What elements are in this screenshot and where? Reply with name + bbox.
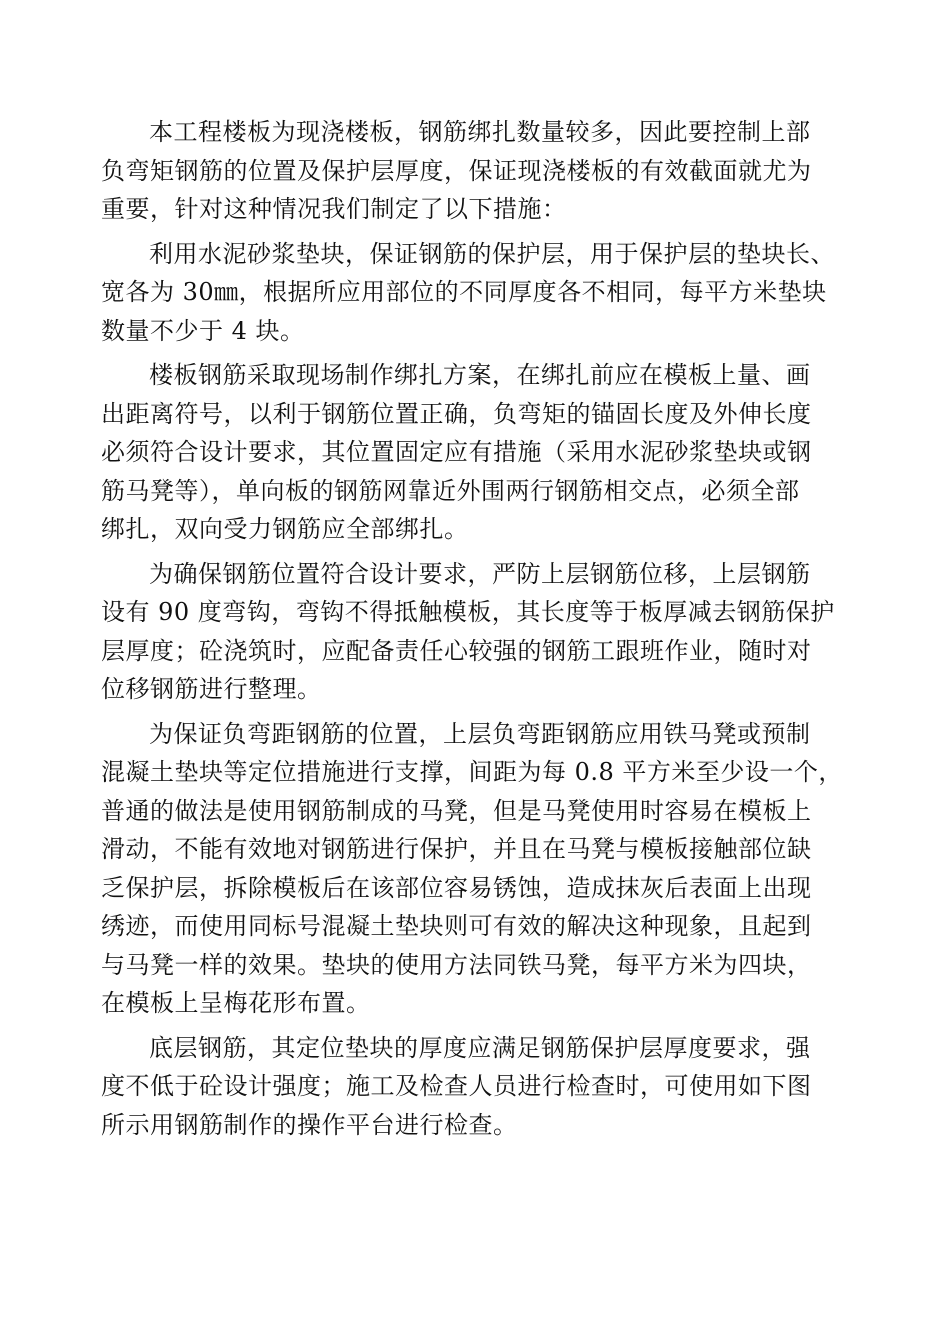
paragraph-1: [101, 113, 853, 229]
paragraph-line: 层厚度；砼浇筑时，应配备责任心较强的钢筋工跟班作业，随时对: [101, 636, 812, 665]
document-body: [101, 113, 853, 1150]
paragraph-line: 利用水泥砂浆垫块，保证钢筋的保护层，用于保护层的垫块长、: [149, 239, 835, 268]
paragraph-line: 所示用钢筋制作的操作平台进行检查。: [101, 1110, 518, 1139]
paragraph-4: [101, 555, 853, 709]
paragraph-line: 设有 90 度弯钩，弯钩不得抵触模板，其长度等于板厚减去钢筋保护: [101, 598, 835, 626]
paragraph-line: 绑扎，双向受力钢筋应全部绑扎。: [101, 515, 469, 543]
paragraph-line: 宽各为 30㎜，根据所应用部位的不同厚度各不相同，每平方米垫块: [101, 278, 827, 306]
paragraph-line: 重要，针对这种情况我们制定了以下措施：: [101, 195, 567, 223]
paragraph-line: 乏保护层，拆除模板后在该部位容易锈蚀，造成抹灰后表面上出现: [101, 873, 812, 902]
paragraph-6: [101, 1029, 853, 1145]
paragraph-line: 必须符合设计要求，其位置固定应有措施（采用水泥砂浆垫块或钢: [101, 438, 812, 466]
paragraph-line: 普通的做法是使用钢筋制成的马凳，但是马凳使用时容易在模板上: [101, 796, 812, 825]
paragraph-line: 楼板钢筋采取现场制作绑扎方案，在绑扎前应在模板上量、画: [149, 361, 811, 389]
paragraph-line: 本工程楼板为现浇楼板，钢筋绑扎数量较多，因此要控制上部: [149, 118, 811, 146]
paragraph-line: 位移钢筋进行整理。: [101, 675, 322, 703]
paragraph-line: 负弯矩钢筋的位置及保护层厚度，保证现浇楼板的有效截面就尤为: [101, 156, 812, 185]
paragraph-line: 筋马凳等），单向板的钢筋网靠近外围两行钢筋相交点，必须全部: [101, 476, 800, 505]
paragraph-line: 数量不少于 4 块。: [101, 316, 305, 345]
paragraph-line: 绣迹，而使用同标号混凝土垫块则可有效的解决这种现象，且起到: [101, 912, 812, 940]
paragraph-line: 出距离符号，以利于钢筋位置正确，负弯矩的锚固长度及外伸长度: [101, 399, 812, 428]
paragraph-line: 为确保钢筋位置符合设计要求，严防上层钢筋位移，上层钢筋: [149, 559, 811, 588]
paragraph-line: 底层钢筋，其定位垫块的厚度应满足钢筋保护层厚度要求，强: [149, 1033, 811, 1062]
paragraph-2: [101, 235, 853, 351]
paragraph-line: 度不低于砼设计强度；施工及检查人员进行检查时，可使用如下图: [101, 1072, 812, 1100]
paragraph-line: 与马凳一样的效果。垫块的使用方法同铁马凳，每平方米为四块，: [101, 950, 812, 979]
paragraph-line: 混凝土垫块等定位措施进行支撑，间距为每 0.8 平方米至少设一个，: [101, 758, 843, 786]
paragraph-line: 在模板上呈梅花形布置。: [101, 989, 371, 1017]
paragraph-5: [101, 715, 853, 1023]
paragraph-line: 为保证负弯距钢筋的位置，上层负弯距钢筋应用铁马凳或预制: [149, 719, 811, 748]
paragraph-3: [101, 356, 853, 549]
paragraph-line: 滑动，不能有效地对钢筋进行保护，并且在马凳与模板接触部位缺: [101, 835, 812, 863]
